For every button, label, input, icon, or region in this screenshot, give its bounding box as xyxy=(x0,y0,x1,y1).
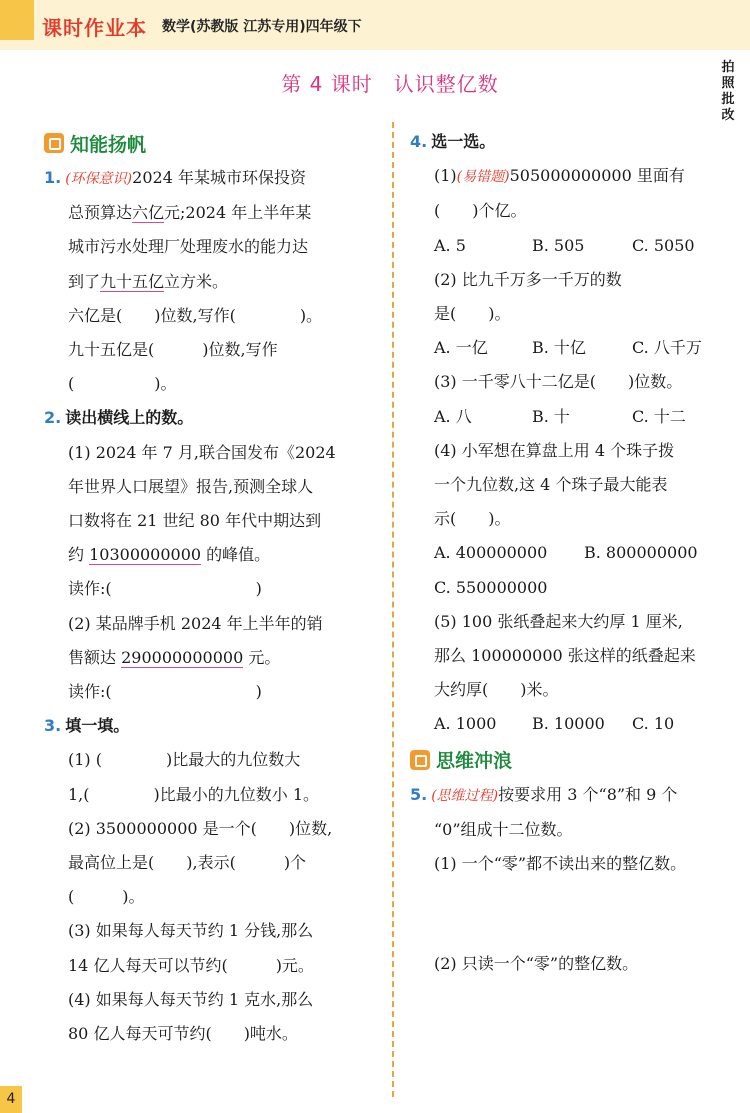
q4-line: 示( )。 xyxy=(434,509,511,529)
option: A. 5 xyxy=(434,235,466,255)
option: C. 5050 xyxy=(632,235,695,255)
q1-text: 元;2024 年上半年某 xyxy=(164,203,312,223)
q4-options xyxy=(410,400,740,434)
lesson-title: 第 4 课时 认识整亿数 xyxy=(281,72,499,96)
q1-line: 城市污水处理厂处理废水的能力达 xyxy=(68,237,309,257)
column-divider xyxy=(392,122,394,1097)
question-5 xyxy=(410,778,740,982)
option: A. 400000000 xyxy=(434,543,548,563)
q2-text: 元。 xyxy=(243,647,281,667)
q4-line: (3) 一千零八十二亿是( )位数。 xyxy=(434,372,683,392)
option: B. 800000000 xyxy=(584,543,698,563)
q3-line: ( )。 xyxy=(68,887,145,907)
question-2 xyxy=(44,401,374,709)
q4-options xyxy=(410,707,740,741)
q2-line: 年世界人口展望》报告,预测全球人 xyxy=(68,476,314,496)
photo-grading-tag: 拍照批改 xyxy=(721,60,735,123)
q4-line: 那么 100000000 张这样的纸叠起来 xyxy=(434,646,696,666)
q3-line: (4) 如果每人每天节约 1 克水,那么 xyxy=(68,989,314,1009)
q2-underlined-number: 10300000000 xyxy=(89,545,202,565)
q2-text: 的峰值。 xyxy=(201,545,271,565)
q4-line: 大约厚( )米。 xyxy=(434,680,559,700)
q5-answer-space[interactable] xyxy=(410,881,740,947)
q3-line: 80 亿人每天可节约( )吨水。 xyxy=(68,1024,298,1044)
q2-text: 约 xyxy=(68,545,90,565)
section-heading-text: 知能扬帆 xyxy=(70,133,147,156)
q2-number: 2. xyxy=(44,408,62,428)
q1-text: 到了 xyxy=(68,271,101,291)
question-3 xyxy=(44,709,374,1051)
q4-line: (5) 100 张纸叠起来大约厚 1 厘米, xyxy=(434,611,683,631)
q4-number: 4. xyxy=(410,132,428,151)
q2-title: 读出横线上的数。 xyxy=(65,408,194,428)
q3-line: (3) 如果每人每天节约 1 分钱,那么 xyxy=(68,921,314,941)
q1-line: 2024 年某城市环保投资 xyxy=(132,168,306,187)
q4-line: (2) 比九千万多一千万的数 xyxy=(434,269,622,289)
q1-underlined-value: 九十五亿 xyxy=(100,271,165,291)
q2-underlined-number: 290000000000 xyxy=(121,647,244,667)
q1-answer-line: 六亿是( )位数,写作( )。 xyxy=(68,305,323,325)
q1-text: 立方米。 xyxy=(164,271,229,291)
q3-line: (2) 3500000000 是一个( )位数, xyxy=(68,818,333,838)
q4-title: 选一选。 xyxy=(431,132,496,151)
q5-number: 5. xyxy=(410,784,428,804)
q3-line: 最高位上是( ),表示( )个 xyxy=(68,853,307,873)
section-heading-zhineng xyxy=(44,125,374,161)
q2-text: 售额达 xyxy=(68,647,122,667)
q1-answer-line: 九十五亿是( )位数,写作 xyxy=(68,340,278,360)
q2-answer-line: 读作:( ) xyxy=(68,579,262,599)
page-header xyxy=(0,0,750,50)
option: A. 八 xyxy=(434,406,472,426)
q2-answer-line: 读作:( ) xyxy=(68,682,262,702)
option: A. 一亿 xyxy=(434,338,488,358)
q2-line: (1) 2024 年 7 月,联合国发布《2024 xyxy=(68,442,336,462)
section-heading-siwei xyxy=(410,742,740,778)
q5-line: “0”组成十二位数。 xyxy=(434,819,573,839)
q3-title: 填一填。 xyxy=(65,716,130,736)
option: B. 十亿 xyxy=(532,338,586,358)
option: C. 550000000 xyxy=(434,577,548,597)
q4-options xyxy=(410,229,740,263)
option: C. 八千万 xyxy=(632,338,702,358)
section-flag-icon xyxy=(44,133,64,153)
left-column xyxy=(44,125,374,1051)
section-heading-text: 思维冲浪 xyxy=(436,750,513,773)
q1-text: 总预算达 xyxy=(68,203,133,223)
q4-text: (1) xyxy=(434,166,457,186)
q4-options xyxy=(410,536,740,570)
q1-underlined-value: 六亿 xyxy=(132,203,165,223)
option: C. 十二 xyxy=(632,406,686,426)
q3-line: 14 亿人每天可以节约( )元。 xyxy=(68,955,314,975)
q1-tag: (环保意识) xyxy=(65,171,133,187)
option: B. 十 xyxy=(532,406,570,426)
header-accent-bar xyxy=(0,0,34,40)
q3-line: 1,( )比最小的九位数小 1。 xyxy=(68,784,320,804)
right-column xyxy=(410,125,740,981)
q2-line: 口数将在 21 世纪 80 年代中期达到 xyxy=(68,511,322,531)
q5-subquestion: (1) 一个“零”都不读出来的整亿数。 xyxy=(434,854,687,874)
q5-line: 按要求用 3 个“8”和 9 个 xyxy=(498,784,678,804)
q4-line: ( )个亿。 xyxy=(434,201,527,221)
book-subtitle: 数学(苏教版 江苏专用)四年级下 xyxy=(162,19,362,35)
q4-tag: (易错题) xyxy=(456,169,510,186)
q5-tag: (思维过程) xyxy=(431,787,499,804)
q4-options xyxy=(410,331,740,365)
q4-line: 是( )。 xyxy=(434,304,511,324)
q4-line: (4) 小军想在算盘上用 4 个珠子拨 xyxy=(434,440,675,460)
question-1 xyxy=(44,161,374,401)
brand-title: 课时作业本 xyxy=(42,16,147,40)
section-flag-icon xyxy=(410,750,430,770)
option: B. 10000 xyxy=(532,714,605,734)
q3-number: 3. xyxy=(44,716,62,736)
q1-number: 1. xyxy=(44,168,62,187)
q3-line: (1) ( )比最大的九位数大 xyxy=(68,750,301,770)
q2-line: (2) 某品牌手机 2024 年上半年的销 xyxy=(68,613,323,633)
page-number: 4 xyxy=(0,1086,22,1113)
q4-text: 505000000000 里面有 xyxy=(509,166,685,186)
q1-answer-line: ( )。 xyxy=(68,374,177,394)
q5-subquestion: (2) 只读一个“零”的整亿数。 xyxy=(434,954,639,974)
question-4 xyxy=(410,125,740,742)
option: B. 505 xyxy=(532,235,585,255)
q4-line: 一个九位数,这 4 个珠子最大能表 xyxy=(434,475,668,495)
option: C. 10 xyxy=(632,714,675,734)
option: A. 1000 xyxy=(434,714,497,734)
